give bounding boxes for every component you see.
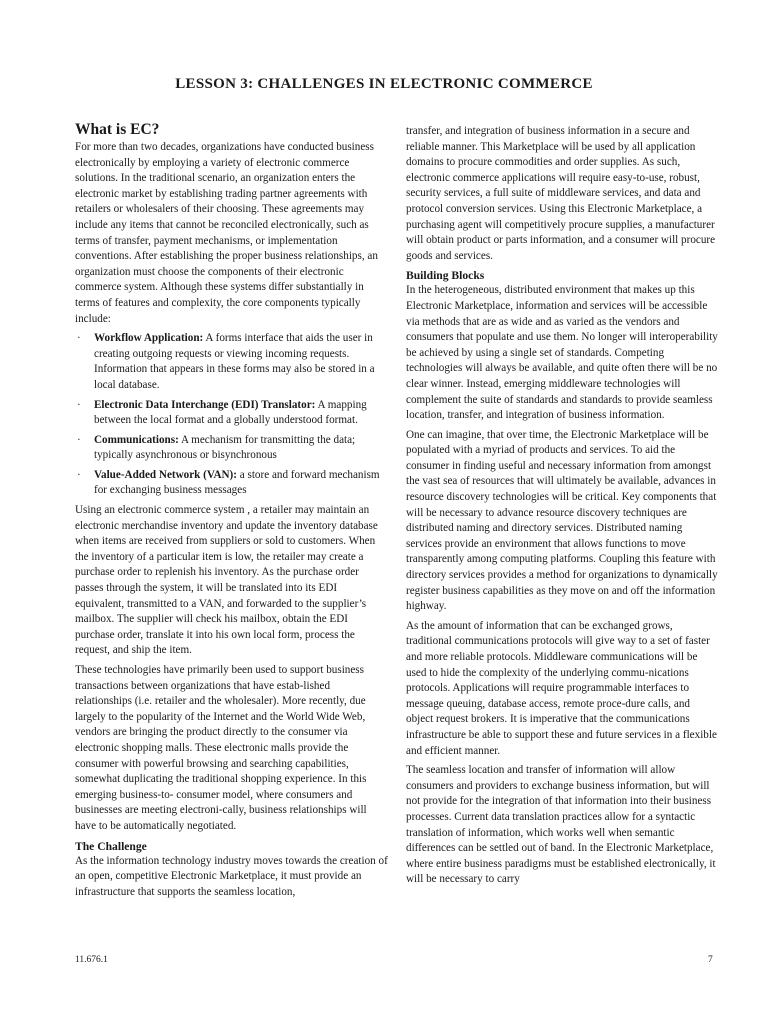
- list-item: [75, 331, 389, 393]
- subheading-challenge: The Challenge: [75, 839, 147, 853]
- bullet-icon: ·: [77, 468, 81, 481]
- component-term: Electronic Data Interchange (EDI) Translator:: [94, 398, 316, 411]
- list-item: [75, 468, 389, 499]
- body-paragraph: As the amount of information that can be exchanged grows, traditional communications protocols will give way to a set of faster and more reliable protocols. Middleware communications will be used to hide the complexity of the underlying commu-nications protocols. Applications will require programmable interfaces to message queuing, database access, remote proce-dure calls, and object request brokers. It is imperative that the communications infrastructure be able to support these and future services in a flexible and efficient manner.: [406, 619, 717, 757]
- section-heading: What is EC?: [75, 121, 160, 138]
- bullet-icon: ·: [77, 398, 81, 411]
- body-paragraph: One can imagine, that over time, the Electronic Marketplace will be populated with a myriad of products and services. To aid the consumer in finding useful and necessary information from amongst the vast sea of resources that will ultimately be available, advances in resource discovery technologies will be critical. Key components that will be necessary to advance resource discovery techniques are distributed naming and directory services. Distributed naming services provide an environment that allows functions to move transparently among computing platforms. Coupling this feature with directory services provides a method for organizations to dynamically register business capabilities as they move on and off the information highway.: [406, 428, 718, 613]
- component-term: Communications:: [94, 433, 179, 446]
- body-paragraph: As the information technology industry moves towards the creation of an open, competitive Electronic Marketplace, it must provide an infrastructure that supports the seamless location,: [75, 854, 388, 898]
- page-title: LESSON 3: CHALLENGES IN ELECTRONIC COMMERCE: [175, 76, 593, 92]
- component-description: A mapping between the local format and a globally understood format.: [94, 398, 367, 427]
- list-item: [75, 433, 389, 464]
- page-number: 7: [708, 955, 713, 965]
- component-description: A mechanism for transmitting the data; typically asynchronous or bisynchronous: [94, 433, 356, 462]
- components-list: [75, 331, 389, 499]
- body-paragraph: The seamless location and transfer of information will allow consumers and providers to exchange business information, but will not provide for the integration of that information into their business processes. Current data translation practices allow for a syntactic translation of information, which works well when semantic differences can be settled out of band. In the Electronic Marketplace, where entire business paradigms must be established electronically, it will be necessary to carry: [406, 764, 716, 886]
- body-paragraph: In the heterogeneous, distributed environment that makes up this Electronic Marketplace, information and services will be accessible via methods that are as wide and as varied as the vendors and consumers that populate and use them. No longer will interoperability be achieved by using a single set of standards. Competing technologies will always be available, and quite often there will be no clear winner. Instead, emerging middleware technologies will complement the suite of standards and standards to provide seamless location, transfer, and integration of business information.: [406, 284, 718, 422]
- body-paragraph: transfer, and integration of business information in a secure and reliable manner. This Marketplace will be used by all application domains to procure commodities and order supplies. As such, electronic commerce applications will require easy-to-use, robust, security services, a full suite of middleware services, and data and protocol conversion services. Using this Electronic Marketplace, a purchasing agent will competitively procure supplies, a manufacturer will obtain product or parts information, and a consumer will procure goods and services.: [406, 125, 716, 262]
- component-description: A forms interface that aids the user in creating outgoing requests or viewing incoming requests. Information that appears in these forms may also be stored in a local database.: [94, 332, 375, 391]
- body-paragraph: Using an electronic commerce system , a retailer may maintain an electronic merchandise inventory and update the inventory database when items are received from suppliers or sold to customers. When the inventory of a particular item is low, the retailer may create a purchase order to replenish his inventory. As the purchase order passes through the system, it will be translated into its EDI equivalent, transmitted to a VAN, and forwarded to the supplier’s mailbox. The supplier will check his mailbox, obtain the EDI purchase order, translate it into his own local form, process the request, and ship the item.: [75, 504, 378, 657]
- left-column: [75, 120, 389, 904]
- component-term: Workflow Application:: [94, 332, 204, 345]
- body-paragraph: These technologies have primarily been used to support business transactions between organizations that have estab-lished relationships (i.e. retailer and the wholesaler). More recently, due largely to the popularity of the Internet and the World Wide Web, vendors are bringing the product directly to the consumer via electronic shopping malls. These electronic malls provide the consumer with powerful browsing and searching capabilities, somewhat duplicating the traditional shopping experience. In this emerging business-to- consumer model, where consumers and businesses are meeting electroni-cally, business relationships will have to be automatically negotiated.: [75, 664, 367, 832]
- bullet-icon: ·: [77, 433, 81, 446]
- component-description: a store and forward mechanism for exchanging business messages: [94, 468, 380, 497]
- subheading-building-blocks: Building Blocks: [406, 269, 485, 283]
- intro-paragraph: For more than two decades, organizations have conducted business electronically by employing a variety of electronic commerce solutions. In the traditional scenario, an organization enters the electronic market by establishing trading partner agreements with retailers or wholesalers of their choosing. These agreements may include any items that cannot be reconciled electronically, such as terms of transfer, payment mechanisms, or implementation conventions. After establishing the proper business relationships, an organization must choose the components of their electronic commerce system. Although these systems differ substantially in terms of features and complexity, the core components typically include:: [75, 141, 378, 325]
- component-term: Value-Added Network (VAN):: [94, 468, 237, 481]
- bullet-icon: ·: [77, 332, 81, 345]
- right-column: [406, 124, 718, 892]
- list-item: [75, 398, 389, 429]
- footer-code: 11.676.1: [75, 955, 108, 965]
